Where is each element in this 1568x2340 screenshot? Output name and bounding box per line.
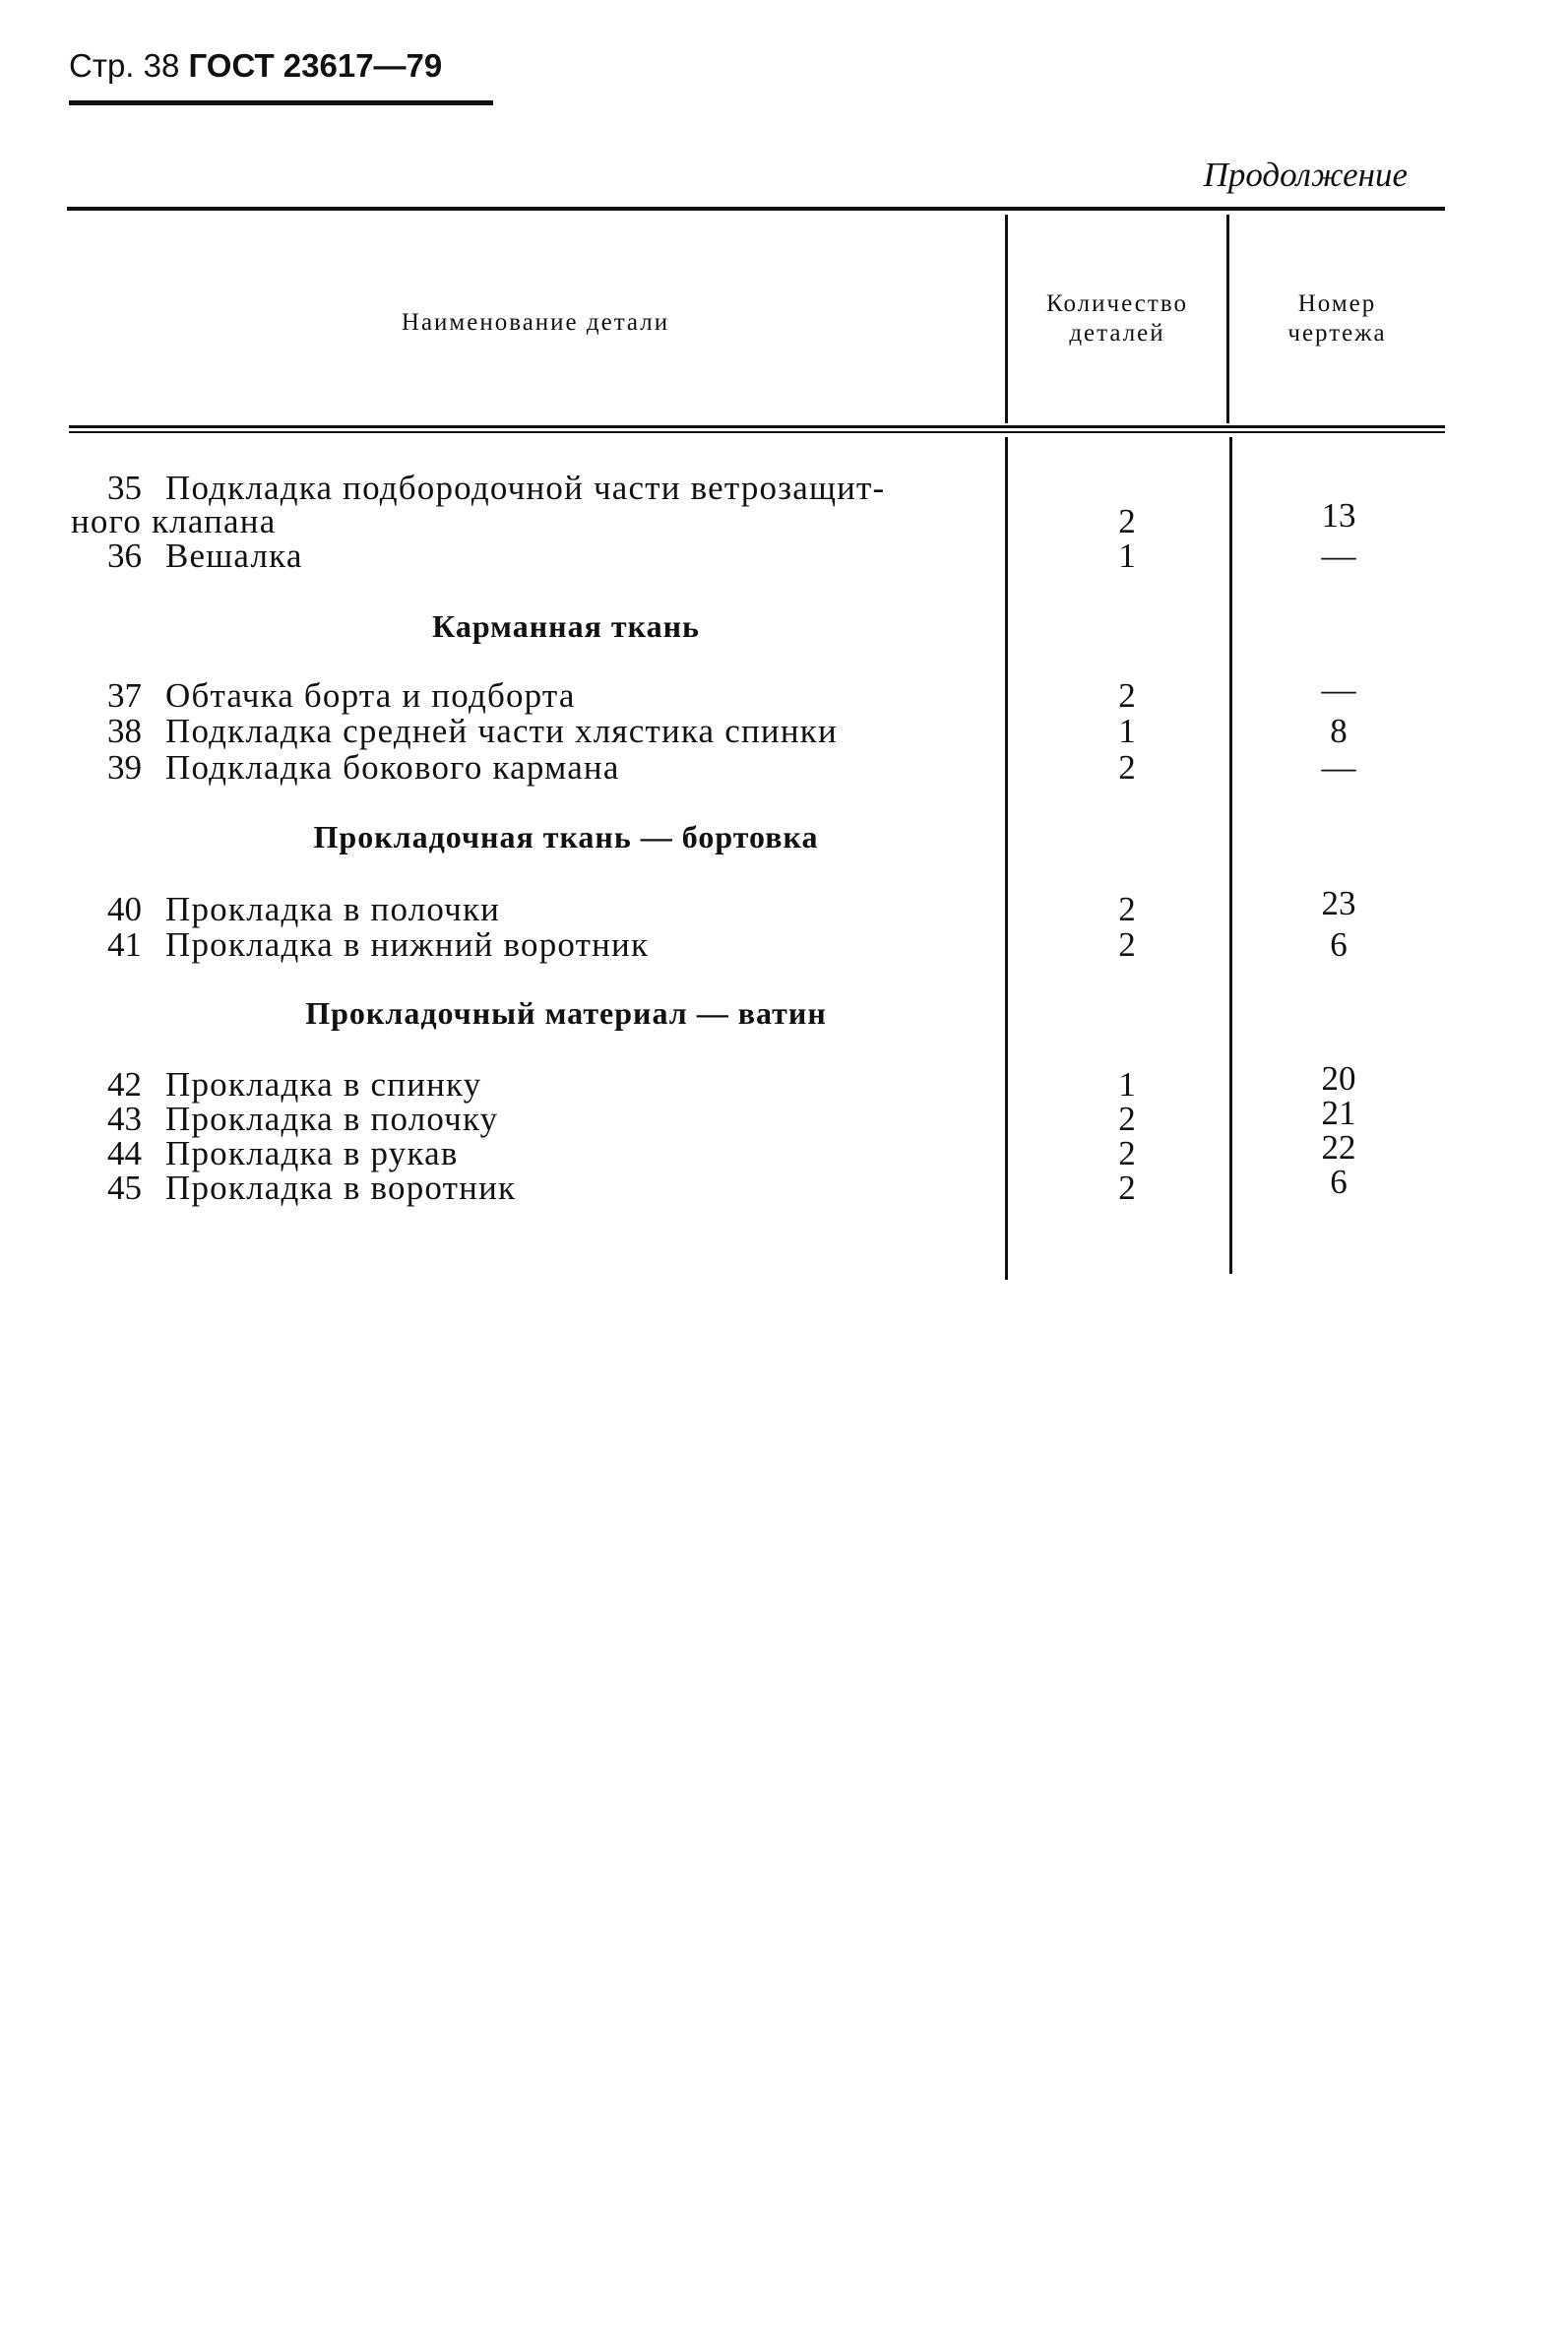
row-drawing: 8 <box>1330 712 1348 750</box>
row-qty: 1 <box>1118 1065 1136 1104</box>
column-header-drawing-line2: чертежа <box>1287 320 1387 347</box>
section-heading: Прокладочный материал — ватин <box>305 995 827 1031</box>
row-drawing: 6 <box>1330 925 1348 964</box>
row-qty: 2 <box>1118 1169 1136 1207</box>
row-qty: 2 <box>1118 1100 1136 1138</box>
table-row-continuation <box>0 496 1568 540</box>
row-text: Подкладка бокового кармана <box>165 748 620 787</box>
row-number: 37 <box>107 676 142 715</box>
column-header-qty-line1: Количество <box>1046 290 1188 317</box>
row-drawing: 20 <box>1321 1059 1356 1098</box>
row-text: Прокладка в нижний воротник <box>165 925 650 964</box>
column-header-drawing <box>1229 289 1445 348</box>
table-row <box>0 538 1568 574</box>
row-qty: 2 <box>1118 890 1136 928</box>
column-header-qty-line2: деталей <box>1069 320 1165 347</box>
row-qty: 2 <box>1118 502 1136 540</box>
row-text: Прокладка в воротник <box>165 1169 517 1207</box>
table-row <box>0 884 1568 928</box>
row-text: Прокладка в полочки <box>165 890 501 928</box>
table-row <box>0 670 1568 715</box>
row-text: Подкладка подбородочной части ветрозащит- <box>165 469 886 507</box>
row-text: Прокладка в рукав <box>165 1134 459 1172</box>
row-drawing: 22 <box>1321 1128 1356 1167</box>
row-qty: 2 <box>1118 748 1136 787</box>
row-text: Прокладка в спинку <box>165 1065 482 1104</box>
row-text: Вешалка <box>165 537 303 575</box>
header-underline <box>69 100 493 105</box>
row-number: 39 <box>107 748 142 787</box>
column-header-name: Наименование детали <box>401 309 670 336</box>
section-heading: Прокладочная ткань — бортовка <box>313 819 819 854</box>
row-text: Обтачка борта и подборта <box>165 676 576 715</box>
row-qty: 1 <box>1118 712 1136 750</box>
section-heading: Карманная ткань <box>432 608 700 644</box>
row-number: 45 <box>107 1169 142 1207</box>
row-drawing: — <box>1321 748 1356 787</box>
row-drawing: 13 <box>1321 496 1356 535</box>
row-qty: 1 <box>1118 537 1136 575</box>
table-header-rule-2 <box>69 431 1445 433</box>
row-text: Подкладка средней части хлястика спинки <box>165 712 838 750</box>
standard-title: ГОСТ 23617—79 <box>188 47 443 84</box>
table-top-rule <box>67 207 1445 211</box>
continuation-label: Продолжение <box>1203 156 1408 194</box>
table-row <box>0 714 1568 749</box>
row-number: 40 <box>107 890 142 928</box>
row-number: 38 <box>107 712 142 750</box>
row-drawing: 6 <box>1330 1163 1348 1201</box>
table-row <box>0 927 1568 963</box>
row-text-continuation: ного клапана <box>71 502 277 540</box>
row-drawing: — <box>1321 537 1356 575</box>
table-header-rule <box>69 425 1445 428</box>
row-number: 44 <box>107 1134 142 1172</box>
row-number: 41 <box>107 925 142 964</box>
row-qty: 2 <box>1118 676 1136 715</box>
table-row <box>0 750 1568 786</box>
row-drawing: — <box>1321 670 1356 709</box>
row-text: Прокладка в полочку <box>165 1100 499 1138</box>
row-qty: 2 <box>1118 925 1136 964</box>
table-row <box>0 1163 1568 1207</box>
row-drawing: 23 <box>1321 884 1356 922</box>
page-number: Стр. 38 <box>69 47 180 84</box>
row-number: 35 <box>107 469 142 507</box>
row-number: 36 <box>107 537 142 575</box>
row-number: 43 <box>107 1100 142 1138</box>
column-header-qty <box>1008 289 1226 348</box>
row-number: 42 <box>107 1065 142 1104</box>
row-qty: 2 <box>1118 1134 1136 1172</box>
row-drawing: 21 <box>1321 1094 1356 1132</box>
column-header-drawing-line1: Номер <box>1297 290 1377 317</box>
page-header <box>69 47 442 85</box>
